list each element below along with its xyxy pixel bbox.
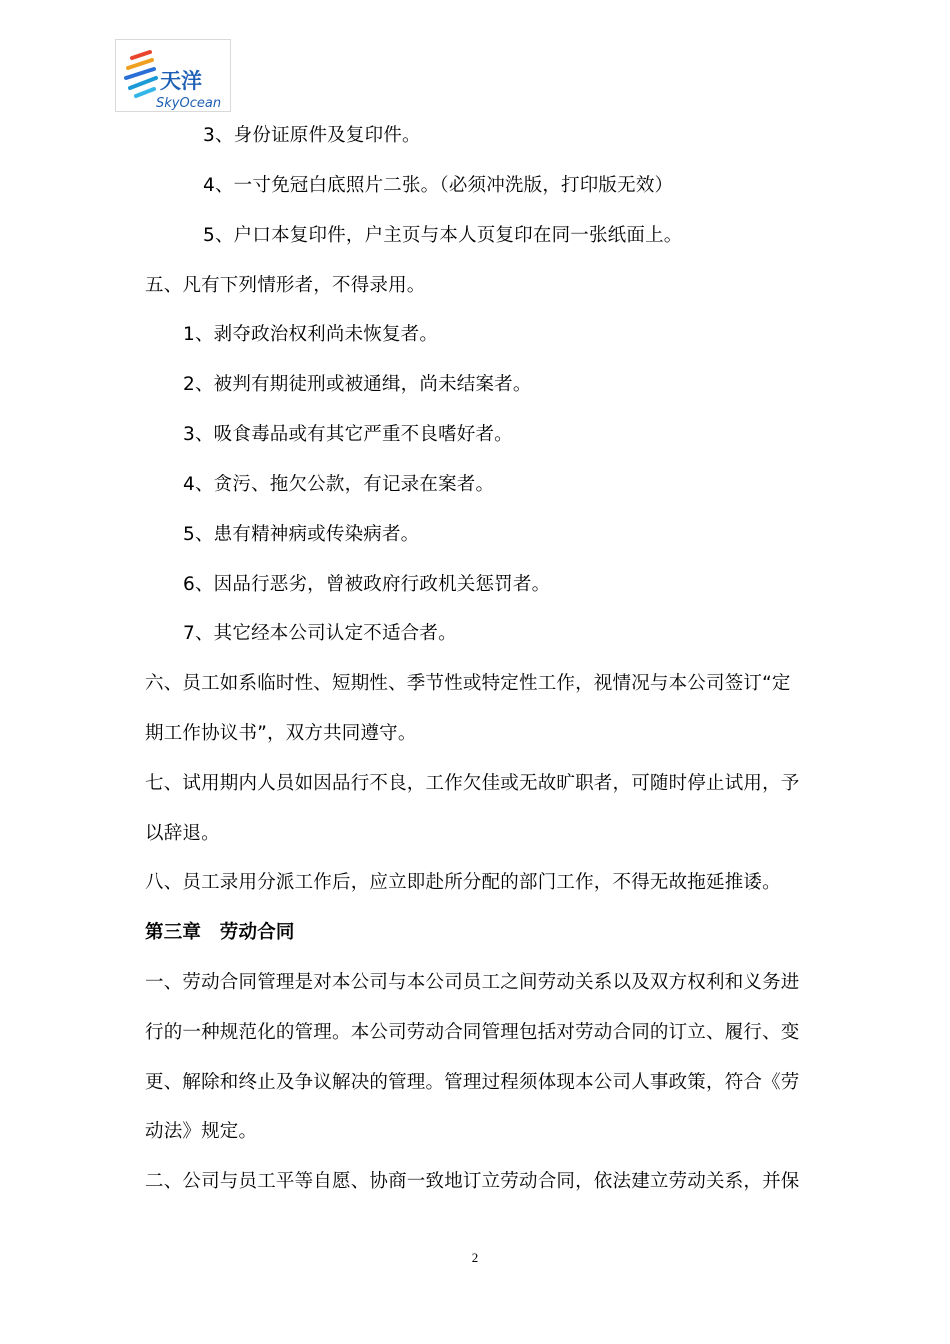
paragraph-line: 期工作协议书”，双方共同遵守。 <box>145 723 417 744</box>
paragraph-line: 一、劳动合同管理是对本公司与本公司员工之间劳动关系以及双方权利和义务进 <box>145 972 800 993</box>
svg-text:天洋: 天洋 <box>160 69 202 93</box>
list-item: 6、因品行恶劣，曾被政府行政机关惩罚者。 <box>183 574 551 595</box>
list-item: 4、一寸免冠白底照片二张。（必须冲洗版，打印版无效） <box>203 175 674 196</box>
paragraph-line: 七、试用期内人员如因品行不良，工作欠佳或无故旷职者，可随时停止试用，予 <box>145 773 800 794</box>
svg-text:SkyOcean: SkyOcean <box>156 96 222 111</box>
company-logo <box>115 39 231 112</box>
paragraph-line: 更、解除和终止及争议解决的管理。管理过程须体现本公司人事政策，符合《劳 <box>145 1072 800 1093</box>
chapter-heading: 第三章 劳动合同 <box>145 922 295 943</box>
list-item: 5、户口本复印件，户主页与本人页复印在同一张纸面上。 <box>203 225 683 246</box>
skyocean-logo-icon <box>116 40 230 111</box>
list-item: 1、剥夺政治权利尚未恢复者。 <box>183 324 439 345</box>
page-number: 2 <box>471 1250 479 1265</box>
paragraph-line: 以辞退。 <box>145 823 220 844</box>
paragraph-line: 六、员工如系临时性、短期性、季节性或特定性工作，视情况与本公司签订“定 <box>145 673 791 694</box>
paragraph-line: 二、公司与员工平等自愿、协商一致地订立劳动合同，依法建立劳动关系，并保 <box>145 1171 800 1192</box>
list-item: 2、被判有期徒刑或被通缉，尚未结案者。 <box>183 374 532 395</box>
paragraph-line: 八、员工录用分派工作后，应立即赴所分配的部门工作，不得无故拖延推诿。 <box>145 872 781 893</box>
list-item: 3、吸食毒品或有其它严重不良嗜好者。 <box>183 424 513 445</box>
list-item: 4、贪污、拖欠公款，有记录在案者。 <box>183 474 495 495</box>
section-heading: 五、凡有下列情形者，不得录用。 <box>145 275 426 296</box>
paragraph-line: 行的一种规范化的管理。本公司劳动合同管理包括对劳动合同的订立、履行、变 <box>145 1022 800 1043</box>
paragraph-line: 动法》规定。 <box>145 1121 258 1142</box>
list-item: 3、身份证原件及复印件。 <box>203 125 421 146</box>
list-item: 5、患有精神病或传染病者。 <box>183 524 420 545</box>
list-item: 7、其它经本公司认定不适合者。 <box>183 623 457 644</box>
